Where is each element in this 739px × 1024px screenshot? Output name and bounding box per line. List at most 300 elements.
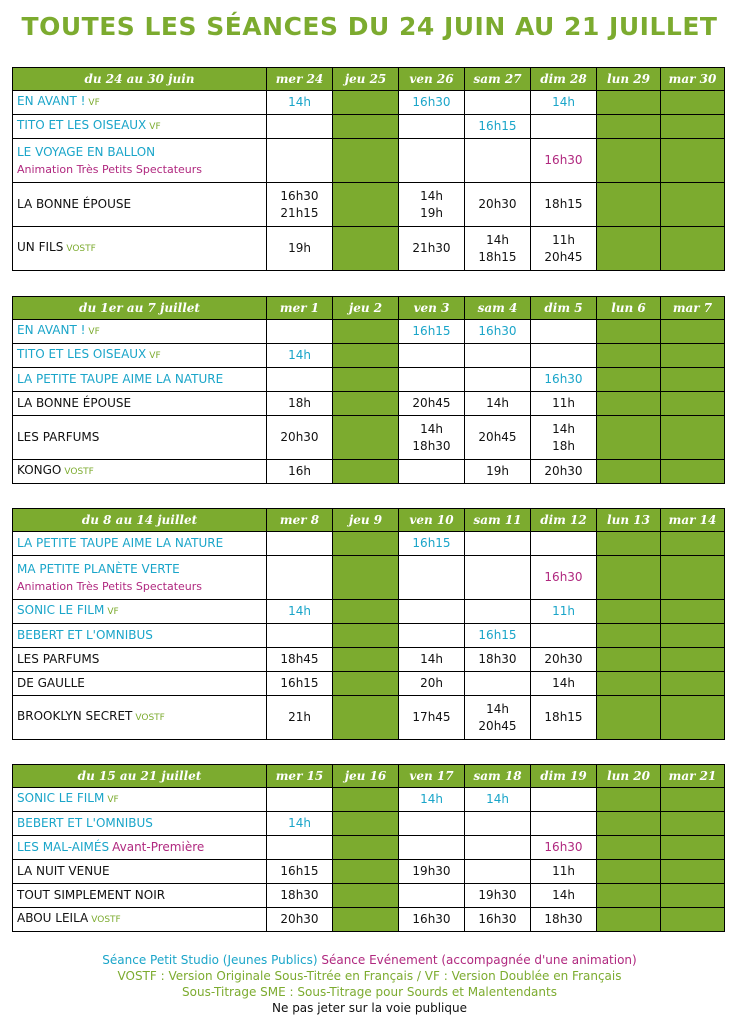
film-row	[13, 227, 725, 271]
week-label: du 24 au 30 juin	[13, 68, 267, 91]
closed-day-cell	[597, 788, 661, 812]
week-header-row	[13, 765, 725, 788]
closed-day-cell	[661, 788, 725, 812]
showtime: 19h	[486, 464, 509, 478]
day-header: ven 17	[399, 765, 465, 788]
showtime-cell	[399, 908, 465, 932]
week-table	[12, 296, 725, 484]
closed-day-cell	[597, 460, 661, 484]
closed-day-cell	[333, 648, 399, 672]
showtime-cell	[531, 183, 597, 227]
showtime-cell	[399, 139, 465, 183]
closed-day-cell	[333, 812, 399, 836]
closed-day-cell	[661, 860, 725, 884]
closed-day-cell	[661, 368, 725, 392]
showtime-cell	[465, 115, 531, 139]
showtime: 18h15	[544, 710, 583, 724]
film-row	[13, 344, 725, 368]
week-label: du 8 au 14 juillet	[13, 509, 267, 532]
closed-day-cell	[597, 139, 661, 183]
showtime-cell	[399, 556, 465, 600]
showtime-cell	[531, 416, 597, 460]
day-header: mer 24	[267, 68, 333, 91]
showtime: 21h	[288, 710, 311, 724]
day-header: sam 18	[465, 765, 531, 788]
version-tag: VF	[88, 327, 100, 337]
showtime-cell	[267, 696, 333, 740]
showtime-cell	[399, 115, 465, 139]
day-header: mer 15	[267, 765, 333, 788]
showtime: 18h30	[412, 438, 451, 453]
closed-day-cell	[661, 556, 725, 600]
closed-day-cell	[333, 624, 399, 648]
closed-day-cell	[333, 368, 399, 392]
showtime: 16h30	[478, 324, 517, 338]
showtime-cell	[465, 320, 531, 344]
day-header: sam 27	[465, 68, 531, 91]
version-tag: VF	[107, 795, 119, 805]
closed-day-cell	[597, 672, 661, 696]
closed-day-cell	[661, 532, 725, 556]
showtime-cell	[531, 320, 597, 344]
showtime-cell	[531, 91, 597, 115]
showtime-cell	[399, 532, 465, 556]
film-title: ABOU LEILA	[17, 911, 89, 925]
showtime-cell	[531, 344, 597, 368]
showtime-cell	[399, 392, 465, 416]
day-header: mar 21	[661, 765, 725, 788]
showtime-cell	[531, 227, 597, 271]
closed-day-cell	[597, 532, 661, 556]
closed-day-cell	[597, 648, 661, 672]
film-title: EN AVANT !	[17, 94, 86, 108]
showtime-cell	[267, 320, 333, 344]
showtime: 16h15	[478, 119, 517, 133]
showtime-cell	[399, 320, 465, 344]
day-header: dim 12	[531, 509, 597, 532]
showtime-cell	[399, 884, 465, 908]
legend-line-4: Ne pas jeter sur la voie publique	[272, 1001, 467, 1015]
film-cell	[13, 183, 267, 227]
closed-day-cell	[333, 836, 399, 860]
film-row	[13, 788, 725, 812]
showtime-cell	[531, 556, 597, 600]
showtime: 19h30	[478, 888, 517, 902]
showtime: 17h45	[412, 710, 451, 724]
version-tag: VF	[149, 122, 161, 132]
showtime: 14h	[552, 421, 575, 436]
showtime-cell	[465, 600, 531, 624]
film-row	[13, 600, 725, 624]
film-row	[13, 91, 725, 115]
showtime: 18h	[552, 438, 575, 453]
closed-day-cell	[661, 183, 725, 227]
showtime: 14h	[420, 652, 443, 666]
showtime-cell	[267, 392, 333, 416]
showtime-cell	[399, 788, 465, 812]
showtime-cell	[267, 139, 333, 183]
showtime: 14h	[420, 188, 443, 203]
showtime-cell	[465, 860, 531, 884]
showtime: 21h15	[280, 205, 319, 220]
showtime-cell	[399, 624, 465, 648]
version-tag: VF	[149, 351, 161, 361]
film-row	[13, 836, 725, 860]
closed-day-cell	[333, 183, 399, 227]
film-row	[13, 460, 725, 484]
week-table	[12, 67, 725, 271]
showtime: 16h15	[478, 628, 517, 642]
film-title: LA PETITE TAUPE AIME LA NATURE	[17, 536, 224, 550]
film-title: BEBERT ET L'OMNIBUS	[17, 628, 153, 642]
closed-day-cell	[597, 600, 661, 624]
showtime-cell	[465, 416, 531, 460]
film-title: LES PARFUMS	[17, 652, 100, 666]
film-title: TITO ET LES OISEAUX	[17, 118, 147, 132]
showtime-cell	[465, 648, 531, 672]
film-title: LES MAL-AIMÉS	[17, 840, 110, 854]
day-header: mar 7	[661, 297, 725, 320]
film-cell	[13, 115, 267, 139]
legend-young: Séance Petit Studio (Jeunes Publics)	[102, 953, 318, 967]
week-label: du 1er au 7 juillet	[13, 297, 267, 320]
showtime: 21h30	[412, 241, 451, 255]
closed-day-cell	[661, 672, 725, 696]
showtime: 14h	[552, 676, 575, 690]
showtime: 20h30	[544, 652, 583, 666]
showtime: 14h	[288, 816, 311, 830]
closed-day-cell	[661, 91, 725, 115]
showtime-cell	[465, 908, 531, 932]
film-title: DE GAULLE	[17, 676, 85, 690]
showtime-cell	[531, 788, 597, 812]
showtime-cell	[399, 836, 465, 860]
closed-day-cell	[597, 624, 661, 648]
showtime: 16h30	[412, 912, 451, 926]
film-cell	[13, 624, 267, 648]
day-header: sam 11	[465, 509, 531, 532]
day-header: dim 28	[531, 68, 597, 91]
film-title: LA BONNE ÉPOUSE	[17, 197, 132, 211]
showtime: 14h	[288, 348, 311, 362]
closed-day-cell	[333, 788, 399, 812]
closed-day-cell	[661, 320, 725, 344]
closed-day-cell	[333, 320, 399, 344]
showtime-cell	[267, 648, 333, 672]
showtime-cell	[531, 600, 597, 624]
closed-day-cell	[597, 320, 661, 344]
showtime-cell	[399, 416, 465, 460]
closed-day-cell	[597, 908, 661, 932]
showtime: 14h	[552, 95, 575, 109]
showtime: 16h15	[412, 324, 451, 338]
showtime: 16h30	[544, 570, 583, 584]
closed-day-cell	[661, 115, 725, 139]
showtime-cell	[531, 648, 597, 672]
showtime: 18h30	[478, 652, 517, 666]
showtime-cell	[465, 812, 531, 836]
day-header: jeu 9	[333, 509, 399, 532]
day-header: lun 13	[597, 509, 661, 532]
version-tag: VOSTF	[91, 915, 121, 925]
showtime: 16h15	[412, 536, 451, 550]
showtime-cell	[399, 600, 465, 624]
showtime: 16h	[288, 464, 311, 478]
showtime-cell	[267, 860, 333, 884]
film-row	[13, 532, 725, 556]
film-cell	[13, 344, 267, 368]
closed-day-cell	[661, 648, 725, 672]
day-header: ven 26	[399, 68, 465, 91]
closed-day-cell	[333, 672, 399, 696]
film-cell	[13, 392, 267, 416]
showtime: 19h	[288, 241, 311, 255]
day-header: dim 5	[531, 297, 597, 320]
film-title: LES PARFUMS	[17, 430, 100, 444]
showtime: 14h	[288, 95, 311, 109]
showtime: 18h15	[544, 197, 583, 211]
showtime-cell	[267, 416, 333, 460]
showtime-cell	[531, 139, 597, 183]
showtime: 20h30	[280, 912, 319, 926]
showtime: 18h45	[280, 652, 319, 666]
showtime-cell	[531, 672, 597, 696]
showtime-cell	[267, 836, 333, 860]
showtime-cell	[465, 556, 531, 600]
showtime-cell	[531, 368, 597, 392]
film-row	[13, 624, 725, 648]
showtime: 19h	[420, 205, 443, 220]
showtime: 14h	[486, 792, 509, 806]
film-title: LE VOYAGE EN BALLON	[17, 144, 156, 159]
film-title: BROOKLYN SECRET	[17, 709, 133, 723]
closed-day-cell	[661, 884, 725, 908]
showtime-cell	[399, 344, 465, 368]
film-cell	[13, 788, 267, 812]
showtime-cell	[531, 696, 597, 740]
week-label: du 15 au 21 juillet	[13, 765, 267, 788]
closed-day-cell	[333, 908, 399, 932]
film-cell	[13, 368, 267, 392]
closed-day-cell	[661, 344, 725, 368]
showtime: 18h15	[478, 249, 517, 264]
closed-day-cell	[333, 556, 399, 600]
film-title: SONIC LE FILM	[17, 603, 105, 617]
film-title: TOUT SIMPLEMENT NOIR	[17, 888, 166, 902]
showtime-cell	[465, 183, 531, 227]
closed-day-cell	[661, 227, 725, 271]
film-row	[13, 884, 725, 908]
closed-day-cell	[597, 696, 661, 740]
day-header: mer 8	[267, 509, 333, 532]
closed-day-cell	[661, 460, 725, 484]
showtime: 20h30	[280, 430, 319, 444]
showtime-cell	[399, 460, 465, 484]
showtime-cell	[267, 344, 333, 368]
showtime-cell	[531, 812, 597, 836]
closed-day-cell	[333, 860, 399, 884]
day-header: jeu 2	[333, 297, 399, 320]
showtime: 16h30	[544, 153, 583, 167]
day-header: lun 6	[597, 297, 661, 320]
showtime-cell	[267, 672, 333, 696]
showtime-cell	[465, 624, 531, 648]
film-title: UN FILS	[17, 240, 64, 254]
showtime-cell	[465, 696, 531, 740]
showtime-cell	[399, 183, 465, 227]
day-header: mar 14	[661, 509, 725, 532]
showtime: 20h	[420, 676, 443, 690]
closed-day-cell	[333, 115, 399, 139]
closed-day-cell	[661, 416, 725, 460]
closed-day-cell	[333, 460, 399, 484]
showtime-cell	[399, 860, 465, 884]
film-cell	[13, 416, 267, 460]
day-header: dim 19	[531, 765, 597, 788]
showtime: 14h	[486, 232, 509, 247]
showtime: 16h15	[280, 676, 319, 690]
showtime-cell	[531, 908, 597, 932]
week-header-row	[13, 297, 725, 320]
legend-event: Séance Evénement (accompagnée d'une animation)	[321, 953, 637, 967]
film-title: EN AVANT !	[17, 323, 86, 337]
closed-day-cell	[661, 624, 725, 648]
showtime-cell	[465, 672, 531, 696]
closed-day-cell	[661, 908, 725, 932]
showtime-cell	[531, 115, 597, 139]
showtime: 16h30	[544, 372, 583, 386]
showtime-cell	[465, 139, 531, 183]
day-header: ven 10	[399, 509, 465, 532]
closed-day-cell	[333, 139, 399, 183]
showtime: 11h	[552, 396, 575, 410]
film-cell	[13, 600, 267, 624]
showtime-cell	[531, 392, 597, 416]
showtime: 16h30	[478, 912, 517, 926]
closed-day-cell	[661, 696, 725, 740]
film-title: LA PETITE TAUPE AIME LA NATURE	[17, 372, 224, 386]
showtime-cell	[465, 392, 531, 416]
showtime-cell	[531, 836, 597, 860]
showtime: 11h	[552, 864, 575, 878]
showtime-cell	[531, 532, 597, 556]
showtime-cell	[267, 115, 333, 139]
showtime-cell	[399, 91, 465, 115]
showtime-cell	[465, 91, 531, 115]
showtime-cell	[267, 556, 333, 600]
version-tag: VOSTF	[64, 467, 94, 477]
closed-day-cell	[597, 368, 661, 392]
version-tag: VF	[88, 98, 100, 108]
showtime: 20h30	[478, 197, 517, 211]
day-header: mer 1	[267, 297, 333, 320]
showtime-cell	[399, 227, 465, 271]
closed-day-cell	[597, 860, 661, 884]
film-cell	[13, 532, 267, 556]
film-cell	[13, 672, 267, 696]
film-row	[13, 416, 725, 460]
closed-day-cell	[333, 532, 399, 556]
film-cell	[13, 696, 267, 740]
showtime-cell	[267, 183, 333, 227]
film-cell	[13, 227, 267, 271]
closed-day-cell	[661, 600, 725, 624]
film-cell	[13, 836, 267, 860]
closed-day-cell	[597, 344, 661, 368]
showtime-cell	[465, 532, 531, 556]
showtime: 20h30	[544, 464, 583, 478]
showtime-cell	[267, 812, 333, 836]
showtime: 18h	[288, 396, 311, 410]
closed-day-cell	[597, 884, 661, 908]
day-header: jeu 25	[333, 68, 399, 91]
showtime-cell	[267, 460, 333, 484]
showtime: 16h30	[412, 95, 451, 109]
showtime: 20h45	[412, 396, 451, 410]
closed-day-cell	[597, 416, 661, 460]
showtime: 20h45	[544, 249, 583, 264]
film-row	[13, 908, 725, 932]
showtime-cell	[531, 460, 597, 484]
closed-day-cell	[333, 227, 399, 271]
showtime-cell	[465, 344, 531, 368]
legend-line-1	[0, 952, 739, 968]
closed-day-cell	[333, 416, 399, 460]
showtime-cell	[267, 368, 333, 392]
showtime-cell	[465, 368, 531, 392]
showtime-cell	[267, 600, 333, 624]
showtime-cell	[399, 672, 465, 696]
day-header: mar 30	[661, 68, 725, 91]
day-header: sam 4	[465, 297, 531, 320]
film-row	[13, 392, 725, 416]
showtime-cell	[465, 884, 531, 908]
film-row	[13, 139, 725, 183]
showtime-cell	[267, 908, 333, 932]
film-title: TITO ET LES OISEAUX	[17, 347, 147, 361]
film-title: MA PETITE PLANÈTE VERTE	[17, 561, 180, 576]
week-header-row	[13, 68, 725, 91]
closed-day-cell	[597, 556, 661, 600]
closed-day-cell	[333, 91, 399, 115]
showtime-cell	[267, 91, 333, 115]
film-row	[13, 860, 725, 884]
showtime: 16h30	[280, 188, 319, 203]
film-cell	[13, 884, 267, 908]
closed-day-cell	[597, 183, 661, 227]
film-row	[13, 812, 725, 836]
closed-day-cell	[661, 392, 725, 416]
showtime-cell	[267, 532, 333, 556]
showtime-cell	[465, 227, 531, 271]
showtime: 14h	[288, 604, 311, 618]
closed-day-cell	[597, 812, 661, 836]
film-title: LA BONNE ÉPOUSE	[17, 396, 132, 410]
closed-day-cell	[333, 344, 399, 368]
week-table	[12, 764, 725, 932]
showtime-cell	[531, 624, 597, 648]
film-cell	[13, 908, 267, 932]
film-title: KONGO	[17, 463, 62, 477]
legend	[0, 952, 739, 1016]
page-title: TOUTES LES SÉANCES DU 24 JUIN AU 21 JUILLET	[21, 12, 718, 41]
film-title: BEBERT ET L'OMNIBUS	[17, 816, 153, 830]
film-cell	[13, 860, 267, 884]
showtime-cell	[399, 648, 465, 672]
closed-day-cell	[597, 91, 661, 115]
film-subtitle: Animation Très Petits Spectateurs	[17, 579, 203, 593]
showtime: 16h30	[544, 840, 583, 854]
